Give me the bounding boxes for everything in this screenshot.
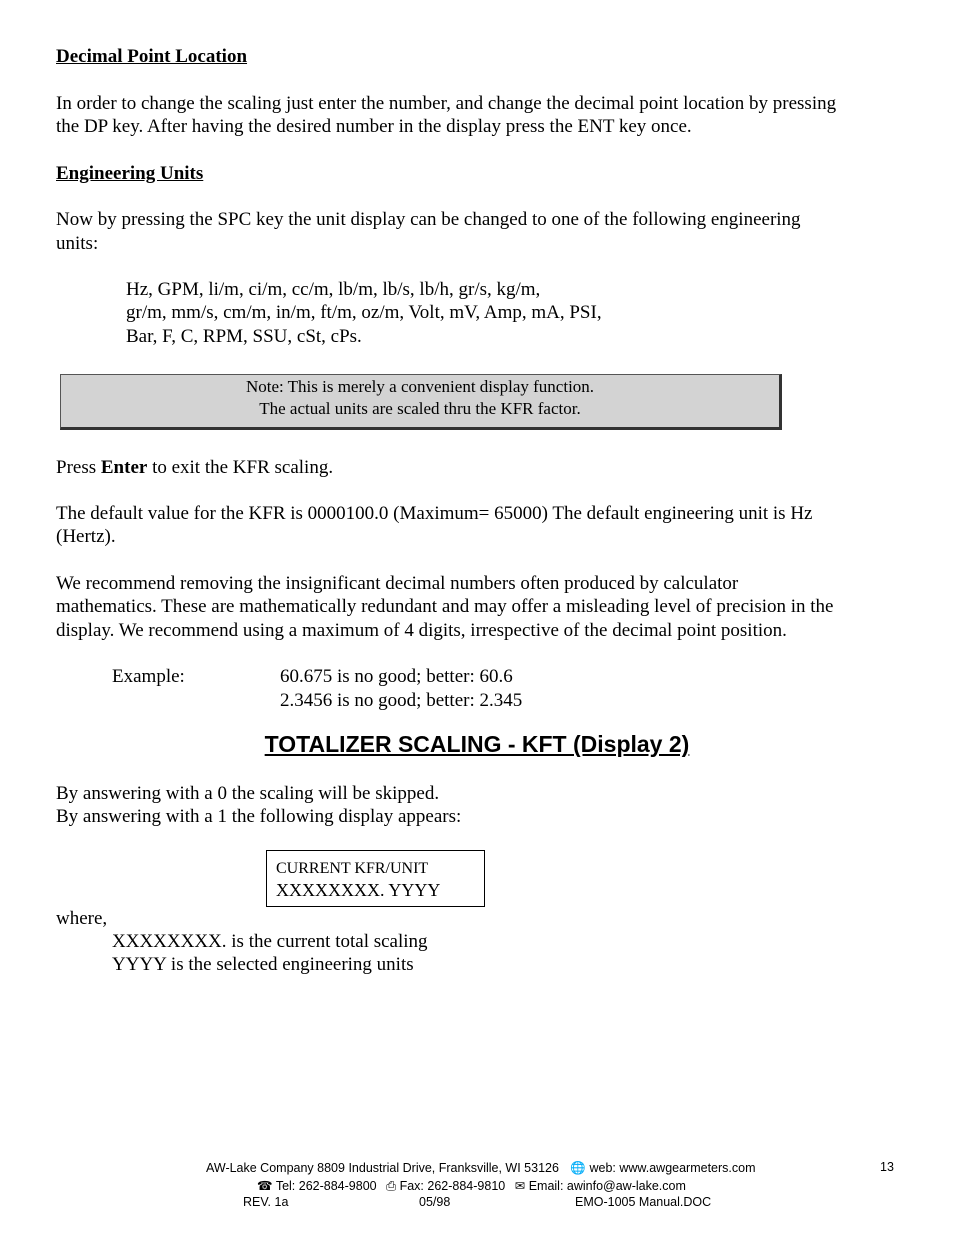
paragraph-line: the DP key. After having the desired number in the display press the ENT key once. — [56, 116, 692, 137]
section-title-decimal: Decimal Point Location — [56, 46, 248, 67]
example-label: Example: — [112, 666, 185, 687]
units-list-line: gr/m, mm/s, cm/m, in/m, ft/m, oz/m, Volt, mV, Amp, mA, PSI, — [126, 302, 602, 323]
totalizer-heading: TOTALIZER SCALING - KFT (Display 2) — [264, 731, 690, 757]
note-line: Note: This is merely a convenient display function. — [245, 377, 595, 396]
paragraph-line: display. We recommend using a maximum of 4 digits, irrespective of the decimal point position. — [56, 620, 787, 641]
where-line: YYYY is the selected engineering units — [112, 954, 414, 975]
email-icon: ✉ — [514, 1179, 526, 1193]
footer-tel: Tel: 262-884-9800 — [275, 1179, 377, 1193]
paragraph-line: mathematics. These are mathematically redundant and may offer a misleading level of precision in the — [56, 596, 834, 617]
paragraph-line: By answering with a 1 the following display appears: — [56, 806, 462, 827]
press-enter-line — [56, 456, 333, 479]
units-list-line: Bar, F, C, RPM, SSU, cSt, cPs. — [126, 326, 362, 347]
where-line: XXXXXXXX. is the current total scaling — [112, 931, 428, 952]
units-list-line: Hz, GPM, li/m, ci/m, cc/m, lb/m, lb/s, lb/h, gr/s, kg/m, — [126, 279, 541, 300]
where-label: where, — [56, 908, 108, 929]
page-number: 13 — [880, 1160, 894, 1174]
display-box — [266, 850, 485, 907]
section-title-units: Engineering Units — [56, 163, 204, 184]
footer-web: web: www.awgearmeters.com — [589, 1161, 756, 1175]
paragraph-line: Now by pressing the SPC key the unit display can be changed to one of the following engineering — [56, 209, 801, 230]
display-line-1: CURRENT KFR/UNIT — [276, 860, 429, 877]
footer-email: Email: awinfo@aw-lake.com — [528, 1179, 686, 1193]
paragraph-line: By answering with a 0 the scaling will be skipped. — [56, 783, 440, 804]
example-line: 60.675 is no good; better: 60.6 — [280, 666, 513, 687]
note-box — [60, 374, 782, 430]
paragraph-line: (Hertz). — [56, 526, 116, 547]
display-line-2: XXXXXXXX. YYYY — [276, 880, 441, 900]
paragraph-line: units: — [56, 233, 99, 254]
footer-rev: REV. 1a — [243, 1195, 289, 1209]
footer-line-2 — [257, 1178, 686, 1194]
press-suffix: to exit the KFR scaling. — [147, 457, 334, 478]
footer-doc: EMO-1005 Manual.DOC — [575, 1195, 712, 1209]
footer-address: AW-Lake Company 8809 Industrial Drive, Franksville, WI 53126 — [206, 1161, 559, 1175]
note-line: The actual units are scaled thru the KFR factor. — [259, 399, 581, 418]
footer-date: 05/98 — [419, 1195, 451, 1209]
footer-line-1 — [206, 1161, 756, 1176]
footer-fax: Fax: 262-884-9810 — [399, 1179, 506, 1193]
fax-icon: ⎙ — [386, 1179, 397, 1193]
globe-icon: 🌐 — [570, 1161, 586, 1175]
enter-key-label: Enter — [100, 457, 148, 478]
paragraph-line: In order to change the scaling just enter the number, and change the decimal point location by pressing — [56, 93, 837, 114]
press-prefix: Press — [56, 457, 101, 478]
paragraph-line: The default value for the KFR is 0000100.0 (Maximum= 65000) The default engineering unit is Hz — [56, 503, 813, 524]
phone-icon: ☎ — [257, 1179, 273, 1193]
paragraph-line: We recommend removing the insignificant decimal numbers often produced by calculator — [56, 573, 739, 594]
example-line: 2.3456 is no good; better: 2.345 — [280, 690, 523, 711]
